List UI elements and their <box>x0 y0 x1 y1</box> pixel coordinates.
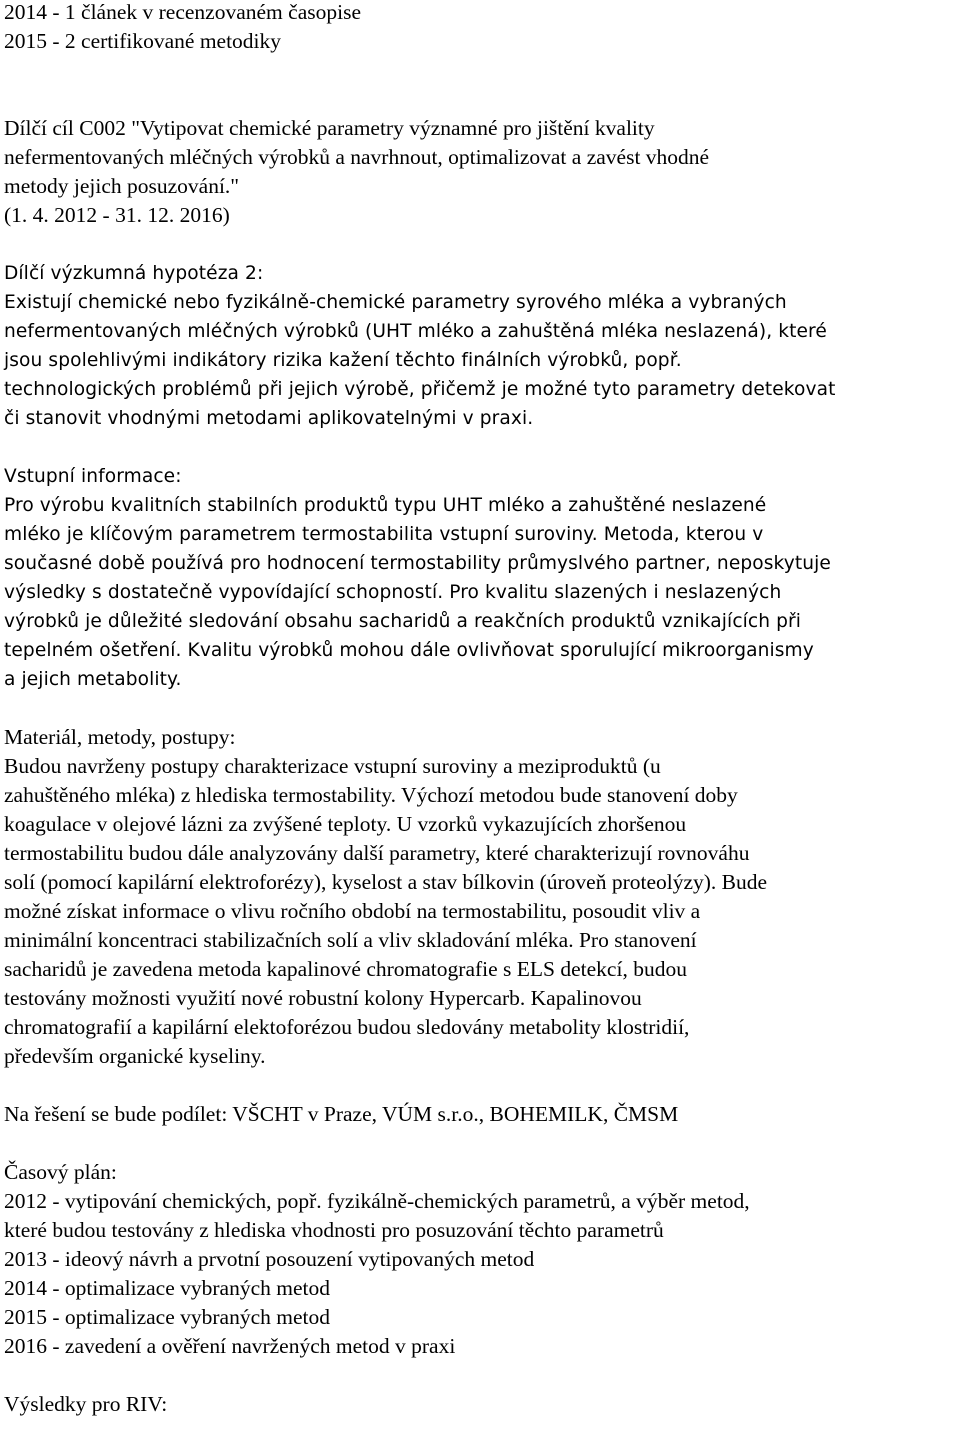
methods-line: chromatografií a kapilární elektoforézou budou sledovány metabolity klostridií, <box>4 1015 690 1039</box>
schedule-line: 2012 - vytipování chemických, popř. fyzikálně-chemických parametrů, a výběr metod, <box>4 1189 750 1213</box>
schedule-line: 2015 - optimalizace vybraných metod <box>4 1305 330 1329</box>
schedule-section <box>4 1158 958 1361</box>
goal-line: Dílčí cíl C002 "Vytipovat chemické parametry významné pro jištění kvality <box>4 116 655 140</box>
methods-line: solí (pomocí kapilární elektroforézy), kyselost a stav bílkovin (úroveň proteolýzy). Bude <box>4 870 768 894</box>
schedule-line: 2013 - ideový návrh a prvotní posouzení vytipovaných metod <box>4 1247 535 1271</box>
input-info-line: mléko je klíčovým parametrem termostabilita vstupní suroviny. Metoda, kterou v <box>4 524 764 545</box>
methods-line: možné získat informace o vlivu ročního období na termostabilitu, posoudit vliv a <box>4 899 701 923</box>
hypothesis-heading: Dílčí výzkumná hypotéza 2: <box>4 263 264 284</box>
goal-dates: (1. 4. 2012 - 31. 12. 2016) <box>4 203 230 227</box>
hypothesis-section <box>4 259 958 433</box>
schedule-line: 2014 - optimalizace vybraných metod <box>4 1276 330 1300</box>
output-line: 2014 - 1 článek v recenzovaném časopise <box>4 0 361 24</box>
input-info-line: tepelném ošetření. Kvalitu výrobků mohou dále ovlivňovat sporulující mikroorganismy <box>4 640 814 661</box>
input-info-heading: Vstupní informace: <box>4 466 182 487</box>
methods-line: sacharidů je zavedena metoda kapalinové chromatografie s ELS detekcí, budou <box>4 957 687 981</box>
output-line: 2015 - 2 certifikované metodiky <box>4 29 282 53</box>
document-page <box>4 0 958 1419</box>
input-info-section <box>4 462 958 694</box>
riv-section <box>4 1390 958 1419</box>
participants-section <box>4 1100 958 1129</box>
hypothesis-line: technologických problémů při jejich výrobě, přičemž je možné tyto parametry detekovat <box>4 379 836 400</box>
outputs-list <box>4 0 958 56</box>
input-info-line: Pro výrobu kvalitních stabilních produktů typu UHT mléko a zahuštěné neslazené <box>4 495 767 516</box>
input-info-line: výsledky s dostatečně vypovídající schopností. Pro kvalitu slazených i neslazených <box>4 582 782 603</box>
goal-section <box>4 114 958 230</box>
participants-line: Na řešení se bude podílet: VŠCHT v Praze, VÚM s.r.o., BOHEMILK, ČMSM <box>4 1102 679 1126</box>
hypothesis-line: či stanovit vhodnými metodami aplikovatelnými v praxi. <box>4 408 534 429</box>
input-info-line: výrobků je důležité sledování obsahu sacharidů a reakčních produktů vznikajících při <box>4 611 802 632</box>
hypothesis-line: jsou spolehlivými indikátory rizika kažení těchto finálních výrobků, popř. <box>4 350 682 371</box>
methods-section <box>4 723 958 1071</box>
methods-line: zahuštěného mléka) z hlediska termostability. Výchozí metodou bude stanovení doby <box>4 783 738 807</box>
input-info-line: a jejich metabolity. <box>4 669 182 690</box>
hypothesis-line: Existují chemické nebo fyzikálně-chemické parametry syrového mléka a vybraných <box>4 292 787 313</box>
input-info-line: současné době používá pro hodnocení termostability průmyslvého partner, neposkytuje <box>4 553 831 574</box>
methods-line: Budou navrženy postupy charakterizace vstupní suroviny a meziproduktů (u <box>4 754 661 778</box>
riv-heading: Výsledky pro RIV: <box>4 1392 168 1416</box>
methods-line: minimální koncentraci stabilizačních solí a vliv skladování mléka. Pro stanovení <box>4 928 697 952</box>
methods-heading: Materiál, metody, postupy: <box>4 725 236 749</box>
hypothesis-line: nefermentovaných mléčných výrobků (UHT mléko a zahuštěná mléka neslazená), které <box>4 321 827 342</box>
schedule-line: 2016 - zavedení a ověření navržených metod v praxi <box>4 1334 456 1358</box>
methods-line: termostabilitu budou dále analyzovány další parametry, které charakterizují rovnováhu <box>4 841 750 865</box>
methods-line: především organické kyseliny. <box>4 1044 266 1068</box>
goal-line: metody jejich posuzování." <box>4 174 240 198</box>
methods-line: testovány možnosti využití nové robustní kolony Hypercarb. Kapalinovou <box>4 986 642 1010</box>
methods-line: koagulace v olejové lázni za zvýšené teploty. U vzorků vykazujících zhoršenou <box>4 812 687 836</box>
schedule-heading: Časový plán: <box>4 1160 117 1184</box>
schedule-line: které budou testovány z hlediska vhodnosti pro posuzování těchto parametrů <box>4 1218 664 1242</box>
goal-line: nefermentovaných mléčných výrobků a navrhnout, optimalizovat a zavést vhodné <box>4 145 710 169</box>
